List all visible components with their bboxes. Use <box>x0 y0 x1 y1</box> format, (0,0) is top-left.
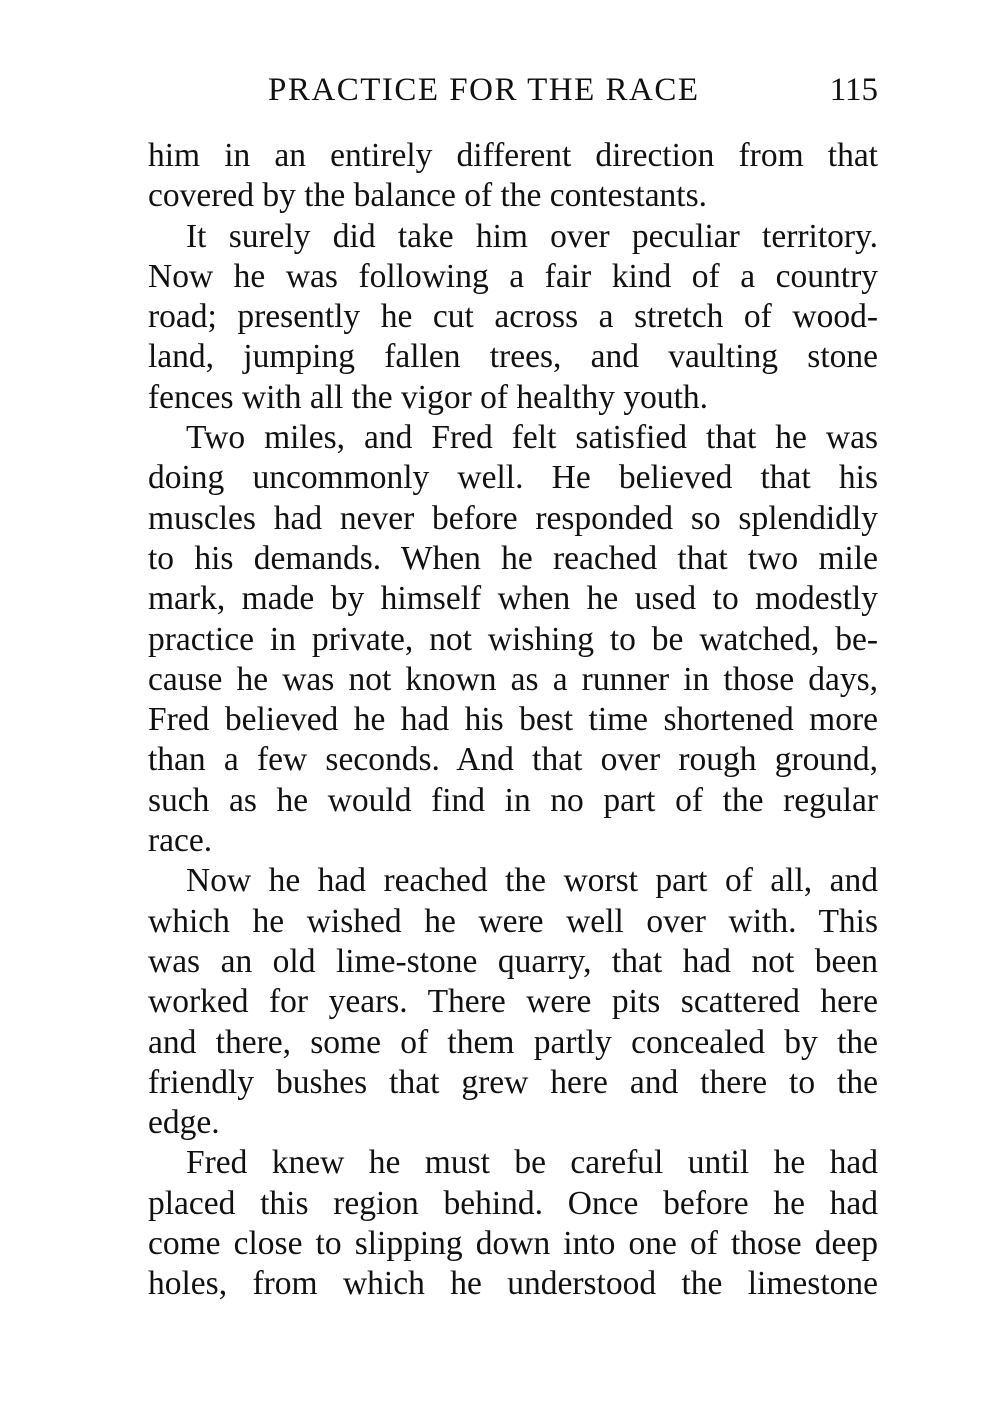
text-line: practice in private, not wishing to be watched, be- <box>148 620 878 658</box>
text-line: road; presently he cut across a stretch of wood- <box>148 298 878 336</box>
running-head <box>148 66 878 114</box>
text-line: covered by the balance of the contestants. <box>148 177 708 215</box>
text-line: friendly bushes that grew here and there to the <box>148 1063 878 1101</box>
text-line: edge. <box>148 1104 220 1142</box>
text-line: him in an entirely different direction from that <box>148 137 878 174</box>
text-line: which he wished he were well over with. This <box>148 902 878 940</box>
text-line: to his demands. When he reached that two mile <box>148 539 878 577</box>
text-line: Now he was following a fair kind of a country <box>148 257 878 295</box>
text-line: race. <box>148 822 213 860</box>
text-line: such as he would find in no part of the regular <box>148 781 878 819</box>
text-line: cause he was not known as a runner in those days, <box>148 660 878 698</box>
text-line: muscles had never before responded so splendidly <box>148 499 878 537</box>
text-line: mark, made by himself when he used to modestly <box>148 580 878 618</box>
running-title: PRACTICE FOR THE RACE <box>268 72 700 108</box>
body-text <box>148 136 878 1305</box>
text-line: fences with all the vigor of healthy youth. <box>148 378 709 416</box>
text-line: was an old lime-stone quarry, that had not been <box>148 942 878 980</box>
text-line: worked for years. There were pits scattered here <box>148 983 878 1021</box>
text-line: Now he had reached the worst part of all, and <box>186 862 878 900</box>
text-line: holes, from which he understood the limestone <box>148 1265 878 1303</box>
text-line: placed this region behind. Once before he had <box>148 1184 878 1222</box>
text-line: It surely did take him over peculiar territory. <box>186 217 878 255</box>
text-line: Fred believed he had his best time shortened more <box>148 701 878 739</box>
page-number: 115 <box>829 72 878 108</box>
text-line: doing uncommonly well. He believed that his <box>148 459 878 497</box>
text-line: come close to slipping down into one of those deep <box>148 1225 878 1263</box>
text-line: than a few seconds. And that over rough ground, <box>148 741 878 779</box>
text-line: Two miles, and Fred felt satisfied that he was <box>186 419 878 457</box>
text-line: land, jumping fallen trees, and vaulting stone <box>148 338 878 376</box>
text-line: Fred knew he must be careful until he had <box>186 1144 878 1182</box>
text-line: and there, some of them partly concealed by the <box>148 1023 878 1061</box>
